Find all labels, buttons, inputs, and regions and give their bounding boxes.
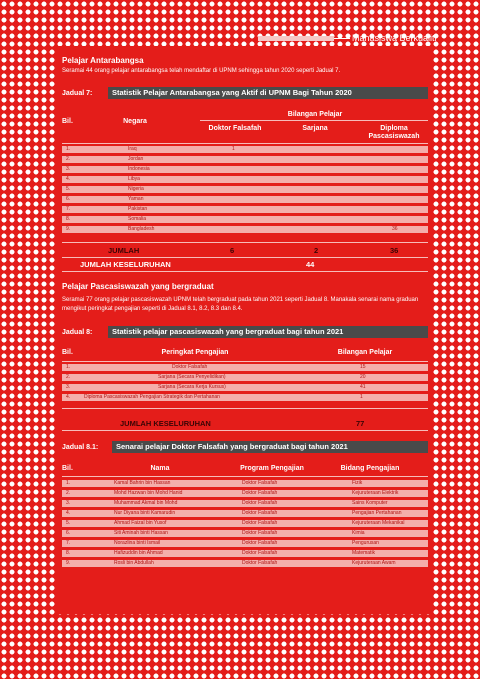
table-cell: 8. [66, 216, 71, 222]
table-cell: Yaman [128, 196, 144, 202]
table-row [62, 500, 428, 507]
table-cell: Kejuruteraan Awam [352, 560, 396, 566]
table-cell: Doktor Falsafah [242, 480, 278, 486]
table-cell: 1. [66, 146, 71, 152]
table7-total-sarjana: 2 [314, 246, 319, 255]
table-cell: Ahmad Faizal bin Yusof [114, 520, 167, 526]
table-cell: Hafizuddin bin Ahmad [114, 550, 163, 556]
graduate-heading: Pelajar Pascasiswazah yang bergraduat [62, 282, 214, 291]
table-cell: Iraq [128, 146, 137, 152]
table-cell: Doktor Falsafah [242, 520, 278, 526]
table-cell: 4. [66, 510, 71, 516]
table-cell: 3. [66, 500, 71, 506]
table-row [62, 490, 428, 497]
header-divider [334, 38, 350, 39]
table8-bottom-rule [62, 430, 428, 431]
table-row [62, 146, 428, 153]
table-cell: 20 [360, 374, 366, 380]
table-cell: 9. [66, 560, 71, 566]
table-row [62, 394, 428, 401]
table-cell: Doktor Falsafah [242, 510, 278, 516]
table-cell: Diploma Pascasiswazah Pengajian Strategik dan Pertahanan [84, 394, 220, 400]
table-cell: Pengurusan [352, 540, 379, 546]
table-row [62, 384, 428, 391]
table8-label: Jadual 8: [62, 328, 93, 336]
table-cell: 9. [66, 226, 71, 232]
table-cell: Pakistan [128, 206, 148, 212]
table-cell: Pengajian Pertahanan [352, 510, 402, 516]
table7-total-diploma: 36 [390, 246, 399, 255]
table-row [62, 520, 428, 527]
table81-col-program: Program Pengajian [240, 465, 304, 472]
table-cell: 4. [66, 394, 71, 400]
table8-header-rule [62, 361, 428, 362]
table7-group-rule [200, 120, 428, 121]
table8-grand-rule [62, 408, 428, 409]
table-row [62, 206, 428, 213]
table-cell: 8. [66, 550, 71, 556]
table-row [62, 364, 428, 371]
table-cell: Jordan [128, 156, 144, 162]
table-row [62, 166, 428, 173]
table-cell: 2. [66, 156, 71, 162]
section-label: Mahasiswa Berkualiti [352, 33, 437, 43]
table7-col-phd: Doktor Falsafah [208, 125, 262, 132]
table-cell: Nur Diyana binti Kamarudin [114, 510, 176, 516]
table-cell: Doktor Falsafah [172, 364, 208, 370]
table-row [62, 510, 428, 517]
international-heading: Pelajar Antarabangsa [62, 56, 144, 65]
table81-title-bar: Senarai pelajar Doktor Falsafah yang bergraduat bagi tahun 2021 [112, 441, 428, 453]
table-cell: Sains Komputer [352, 500, 388, 506]
table81-col-bil: Bil. [62, 465, 73, 472]
table-cell: 7. [66, 540, 71, 546]
table-cell: 2. [66, 490, 71, 496]
graduate-intro: Seramai 77 orang pelajar pascasiswazah UPNM telah bergraduat pada tahun 2021 seperti Jadual 8. Manakala senarai nama graduan mengikut peringkat pengajian seperti di Jadual 8.1, 8.2, 8.3 dan 8.4. [62, 297, 419, 312]
table7-total-phd: 6 [230, 246, 235, 255]
table-cell: 5. [66, 520, 71, 526]
table8-title-bar: Statistik pelajar pascasiswazah yang bergraduat bagi tahun 2021 [108, 326, 428, 338]
table-row [62, 216, 428, 223]
table-cell: Doktor Falsafah [242, 540, 278, 546]
table-row [62, 176, 428, 183]
table-row [62, 540, 428, 547]
table-row [62, 156, 428, 163]
table-cell: 3. [66, 384, 71, 390]
table81-header-rule [62, 476, 428, 477]
table7-bottom-rule [62, 271, 428, 272]
table81-title [62, 441, 428, 453]
table-cell: Somalia [128, 216, 147, 222]
table-cell: Mohd Hazwan bin Mohd Hanid [114, 490, 183, 496]
table8-grand-value: 77 [356, 419, 365, 428]
table7-grand-rule [62, 257, 428, 258]
table-row [62, 530, 428, 537]
table81-label: Jadual 8.1: [62, 443, 99, 451]
table-cell: 36 [392, 226, 398, 232]
table-row [62, 186, 428, 193]
table-cell: Nigeria [128, 186, 144, 192]
table-cell: 7. [66, 206, 71, 212]
table-cell: Doktor Falsafah [242, 490, 278, 496]
table7-col-sarjana: Sarjana [302, 125, 328, 132]
table-row [62, 560, 428, 567]
table8-title [62, 326, 428, 338]
table-row [62, 196, 428, 203]
international-intro: Seramai 44 orang pelajar antarabangsa telah mendaftar di UPNM sehingga tahun 2020 seperti Jadual 7. [62, 68, 341, 74]
table-cell: Sarjana (Secara Penyelidikan) [158, 374, 226, 380]
table-cell: 4. [66, 176, 71, 182]
table-cell: Matematik [352, 550, 376, 556]
table-cell: Doktor Falsafah [242, 550, 278, 556]
table-cell: 1. [66, 480, 71, 486]
table8-col-count: Bilangan Pelajar [337, 349, 393, 356]
table-cell: Fizik [352, 480, 363, 486]
table-cell: Kejuruteraan Elektrik [352, 490, 399, 496]
table-cell: Siti Aminah binti Hassan [114, 530, 168, 536]
table-cell: 1 [232, 146, 235, 152]
header-accent-bar [258, 36, 334, 41]
table-cell: Bangladesh [128, 226, 155, 232]
table-cell: Norazlina binti Ismail [114, 540, 161, 546]
table-row [62, 480, 428, 487]
table-cell: Doktor Falsafah [242, 500, 278, 506]
table-cell: Rosli bin Abdullah [114, 560, 154, 566]
table7-title-bar: Statistik Pelajar Antarabangsa yang Aktif di UPNM Bagi Tahun 2020 [108, 87, 428, 99]
table-cell: Doktor Falsafah [242, 530, 278, 536]
table7-total-label: JUMLAH [108, 246, 140, 255]
table7-col-bil: Bil. [62, 118, 73, 125]
table-cell: 41 [360, 384, 366, 390]
international-section [62, 56, 422, 75]
table7-label: Jadual 7: [62, 89, 93, 97]
table81-col-name: Nama [150, 465, 170, 472]
table-cell: 5. [66, 186, 71, 192]
table-row [62, 550, 428, 557]
table-cell: Kamal Bahrin bin Hassan [114, 480, 171, 486]
table-cell: Libya [128, 176, 140, 182]
table7-group-header: Bilangan Pelajar [287, 111, 343, 118]
table-cell: 1 [360, 394, 363, 400]
table-cell: 6. [66, 530, 71, 536]
table-cell: 2. [66, 374, 71, 380]
table-cell: Kimia [352, 530, 365, 536]
table7-grand-value: 44 [306, 260, 315, 269]
table-cell: Kejuruteraan Mekanikal [352, 520, 405, 526]
table-cell: 3. [66, 166, 71, 172]
table8-grand-label: JUMLAH KESELURUHAN [120, 419, 211, 428]
table7-grand-label: JUMLAH KESELURUHAN [80, 260, 171, 269]
table-cell: Indonesia [128, 166, 150, 172]
table-cell: Doktor Falsafah [242, 560, 278, 566]
table-cell: Sarjana (Secara Kerja Kursus) [158, 384, 226, 390]
table8-col-level: Peringkat Pengajian [161, 349, 229, 356]
table-cell: 1. [66, 364, 71, 370]
table7-col-diploma: Diploma Pascasiswazah [368, 125, 420, 140]
table-row [62, 374, 428, 381]
table-cell: 15 [360, 364, 366, 370]
table7-col-negara: Negara [123, 118, 147, 125]
table-row [62, 226, 428, 233]
table7-title [62, 87, 428, 99]
table8-col-bil: Bil. [62, 349, 73, 356]
table-cell: 6. [66, 196, 71, 202]
table7-header-rule [62, 143, 428, 144]
table81-col-field: Bidang Pengajian [340, 465, 400, 472]
table-cell: Muhammad Akmal bin Mohd [114, 500, 178, 506]
table7-total-rule [62, 242, 428, 243]
